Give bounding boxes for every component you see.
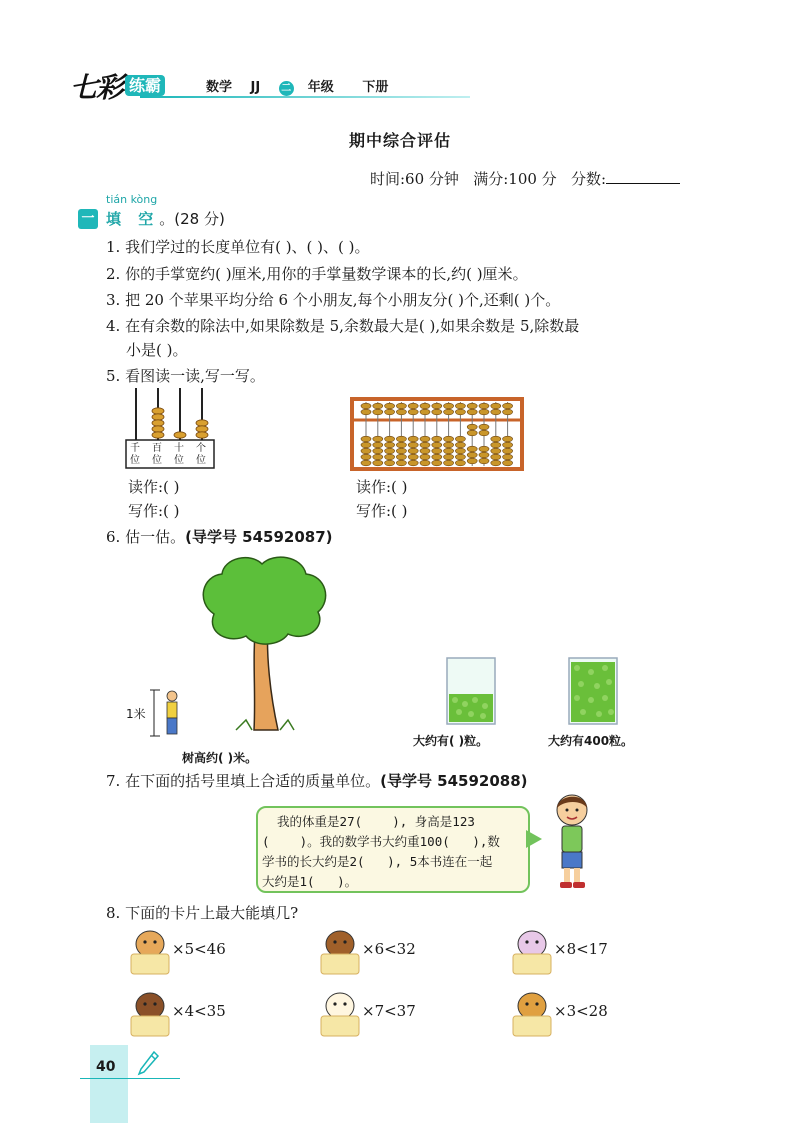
- page-tab: [90, 1045, 128, 1123]
- child-with-scale: [148, 688, 188, 738]
- abacus-bead: [503, 409, 513, 415]
- abacus-bead: [467, 452, 477, 458]
- abacus-bead: [491, 442, 501, 448]
- place-label-hundreds: 百 位: [152, 443, 162, 466]
- abacus-bead: [479, 403, 489, 409]
- section-score: 。(28 分): [159, 210, 225, 228]
- abacus-bead: [503, 454, 513, 460]
- card-answer-blank[interactable]: [134, 956, 166, 972]
- abacus-bead: [361, 454, 371, 460]
- abacus-bead: [479, 430, 489, 436]
- abacus-bead: [444, 460, 454, 466]
- question-7: [106, 770, 528, 791]
- place-label-tens: 十 位: [174, 443, 184, 466]
- abacus-bead: [479, 446, 489, 452]
- abacus-bead: [396, 403, 406, 409]
- abacus-bead: [479, 424, 489, 430]
- abacus-bead: [385, 442, 395, 448]
- abacus-bead: [444, 448, 454, 454]
- abacus-bead: [361, 403, 371, 409]
- card-expression: ×4<35: [172, 1002, 226, 1020]
- abacus-bead: [396, 409, 406, 415]
- abacus-bead: [408, 436, 418, 442]
- section-title: [106, 208, 225, 229]
- abacus-bead: [455, 436, 465, 442]
- abacus-bead: [467, 403, 477, 409]
- abacus-bead: [444, 442, 454, 448]
- abacus-bead: [361, 460, 371, 466]
- abacus-bead: [432, 403, 442, 409]
- write-answer-left[interactable]: 写作:( ): [128, 502, 180, 520]
- abacus-bead: [373, 436, 383, 442]
- abacus-bead: [396, 442, 406, 448]
- question-7-ref: (导学号 54592088): [380, 772, 528, 790]
- card-answer-blank[interactable]: [324, 956, 356, 972]
- abacus-bead: [408, 409, 418, 415]
- bubble-line-1: 我的体重是27( ), 身高是123: [262, 814, 475, 829]
- jar-large: [567, 656, 619, 726]
- abacus-bead: [361, 448, 371, 454]
- card-expression: ×6<32: [362, 940, 416, 958]
- abacus-bead: [385, 460, 395, 466]
- abacus-bead: [420, 403, 430, 409]
- boy-illustration: [548, 790, 596, 892]
- abacus-bead: [432, 460, 442, 466]
- speech-bubble-tail: [526, 830, 542, 848]
- abacus-bead: [361, 409, 371, 415]
- place-label-thousands: 千 位: [130, 443, 140, 466]
- abacus-bead: [503, 436, 513, 442]
- time-info: 时间:60 分钟: [370, 170, 459, 188]
- abacus-bead: [408, 460, 418, 466]
- abacus-bead: [420, 460, 430, 466]
- question-1: 1. 我们学过的长度单位有( )、( )、( )。: [106, 238, 370, 256]
- abacus-bead: [373, 403, 383, 409]
- abacus-bead: [467, 446, 477, 452]
- abacus-bead: [491, 403, 501, 409]
- volume: 下册: [362, 80, 389, 95]
- card-expression: ×8<17: [554, 940, 608, 958]
- abacus-bead: [373, 454, 383, 460]
- section-title-text: 填 空: [106, 210, 160, 228]
- question-5: 5. 看图读一读,写一写。: [106, 367, 265, 385]
- abacus-bead: [385, 403, 395, 409]
- abacus-bead: [373, 409, 383, 415]
- question-2: 2. 你的手掌宽约( )厘米,用你的手掌量数学课本的长,约( )厘米。: [106, 265, 528, 283]
- question-4-line2: 小是( )。: [126, 341, 188, 359]
- abacus-bead: [455, 460, 465, 466]
- abacus-bead: [396, 448, 406, 454]
- abacus-bead: [420, 448, 430, 454]
- question-6-ref: (导学号 54592087): [185, 528, 333, 546]
- abacus-bead: [455, 403, 465, 409]
- card-expression: ×3<28: [554, 1002, 608, 1020]
- abacus-bead: [455, 409, 465, 415]
- abacus-bead: [479, 409, 489, 415]
- question-7-text: 7. 在下面的括号里填上合适的质量单位。: [106, 772, 381, 790]
- abacus: [350, 397, 524, 471]
- bubble-line-3: 学书的长大约是2( ), 5本书连在一起: [262, 854, 493, 869]
- subject: 数学: [206, 80, 233, 95]
- card-answer-blank[interactable]: [516, 1018, 548, 1034]
- pencil-icon: [136, 1050, 160, 1078]
- abacus-bead: [467, 458, 477, 464]
- abacus-bead: [432, 448, 442, 454]
- scale-label: 1米: [126, 707, 146, 721]
- abacus-bead: [432, 409, 442, 415]
- abacus-bead: [444, 403, 454, 409]
- bubble-line-4: 大约是1( )。: [262, 874, 358, 889]
- tree-answer[interactable]: 树高约( )米。: [182, 751, 258, 765]
- card-answer-blank[interactable]: [324, 1018, 356, 1034]
- abacus-bead: [503, 442, 513, 448]
- place-label-ones: 个 位: [196, 443, 206, 466]
- abacus-bead: [503, 460, 513, 466]
- abacus-bead: [455, 448, 465, 454]
- jar-large-label: 大约有400粒。: [548, 734, 634, 748]
- abacus-bead: [408, 403, 418, 409]
- abacus-bead: [444, 436, 454, 442]
- abacus-bead: [503, 448, 513, 454]
- question-6: [106, 526, 333, 547]
- edition: JJ: [250, 80, 261, 95]
- grade-num: 二: [279, 81, 294, 96]
- page-title: 期中综合评估: [348, 131, 451, 150]
- abacus-bead: [444, 409, 454, 415]
- abacus-bead: [432, 454, 442, 460]
- abacus-bead: [396, 436, 406, 442]
- bubble-line-2: ( )。我的数学书大约重100( ),数: [262, 834, 500, 849]
- abacus-bead: [396, 454, 406, 460]
- abacus-bead: [408, 442, 418, 448]
- abacus-bead: [373, 442, 383, 448]
- abacus-bead: [420, 442, 430, 448]
- abacus-bead: [467, 424, 477, 430]
- abacus-bead: [420, 436, 430, 442]
- abacus-bead: [491, 448, 501, 454]
- abacus-bead: [385, 448, 395, 454]
- full-score-info: 满分:100 分: [473, 170, 557, 188]
- abacus-bead: [408, 448, 418, 454]
- abacus-bead: [432, 436, 442, 442]
- abacus-bead: [491, 409, 501, 415]
- abacus-bead: [373, 460, 383, 466]
- card-expression: ×7<37: [362, 1002, 416, 1020]
- abacus-bead: [385, 436, 395, 442]
- page-number: 40: [96, 1059, 116, 1075]
- read-answer-right[interactable]: 读作:( ): [356, 478, 408, 496]
- write-answer-right[interactable]: 写作:( ): [356, 502, 408, 520]
- card-answer-blank[interactable]: [516, 956, 548, 972]
- jar-small: [445, 656, 497, 726]
- score-label: 分数:: [571, 170, 607, 188]
- card-answer-blank[interactable]: [134, 1018, 166, 1034]
- brand-main: 七彩: [70, 71, 123, 104]
- abacus-bead: [467, 430, 477, 436]
- header-meta: [206, 76, 402, 96]
- abacus-bead: [408, 454, 418, 460]
- abacus-bead: [503, 403, 513, 409]
- section-pinyin: tián kòng: [106, 193, 158, 206]
- abacus-bead: [432, 442, 442, 448]
- abacus-bead: [491, 436, 501, 442]
- speech-bubble-text: [262, 812, 526, 892]
- abacus-bead: [385, 454, 395, 460]
- abacus-bead: [479, 452, 489, 458]
- abacus-bead: [420, 454, 430, 460]
- page-divider: [80, 1078, 180, 1079]
- abacus-bead: [361, 436, 371, 442]
- question-3: 3. 把 20 个苹果平均分给 6 个小朋友,每个小朋友分( )个,还剩( )个。: [106, 291, 561, 309]
- abacus-bead: [444, 454, 454, 460]
- exam-info: [370, 168, 680, 189]
- question-4-line1: 4. 在有余数的除法中,如果除数是 5,余数最大是( ),如果余数是 5,除数最: [106, 317, 580, 335]
- abacus-bead: [373, 448, 383, 454]
- brand-logo: [70, 66, 165, 106]
- abacus-bead: [385, 409, 395, 415]
- card-expression: ×5<46: [172, 940, 226, 958]
- abacus-bead: [455, 454, 465, 460]
- jar-small-answer[interactable]: 大约有( )粒。: [413, 734, 489, 748]
- read-answer-left[interactable]: 读作:( ): [128, 478, 180, 496]
- abacus-bead: [455, 442, 465, 448]
- question-6-text: 6. 估一估。: [106, 528, 186, 546]
- tree-illustration: [196, 554, 332, 736]
- abacus-bead: [491, 454, 501, 460]
- question-8: 8. 下面的卡片上最大能填几?: [106, 904, 299, 922]
- brand-badge: 练霸: [125, 75, 165, 96]
- abacus-bead: [396, 460, 406, 466]
- grade-label: 年级: [307, 80, 334, 95]
- abacus-bead: [467, 409, 477, 415]
- score-blank[interactable]: [606, 170, 680, 184]
- abacus-bead: [361, 442, 371, 448]
- header-divider: [140, 96, 470, 98]
- abacus-bead: [491, 460, 501, 466]
- abacus-bead: [420, 409, 430, 415]
- abacus-bead: [479, 458, 489, 464]
- section-number: 一: [78, 209, 98, 229]
